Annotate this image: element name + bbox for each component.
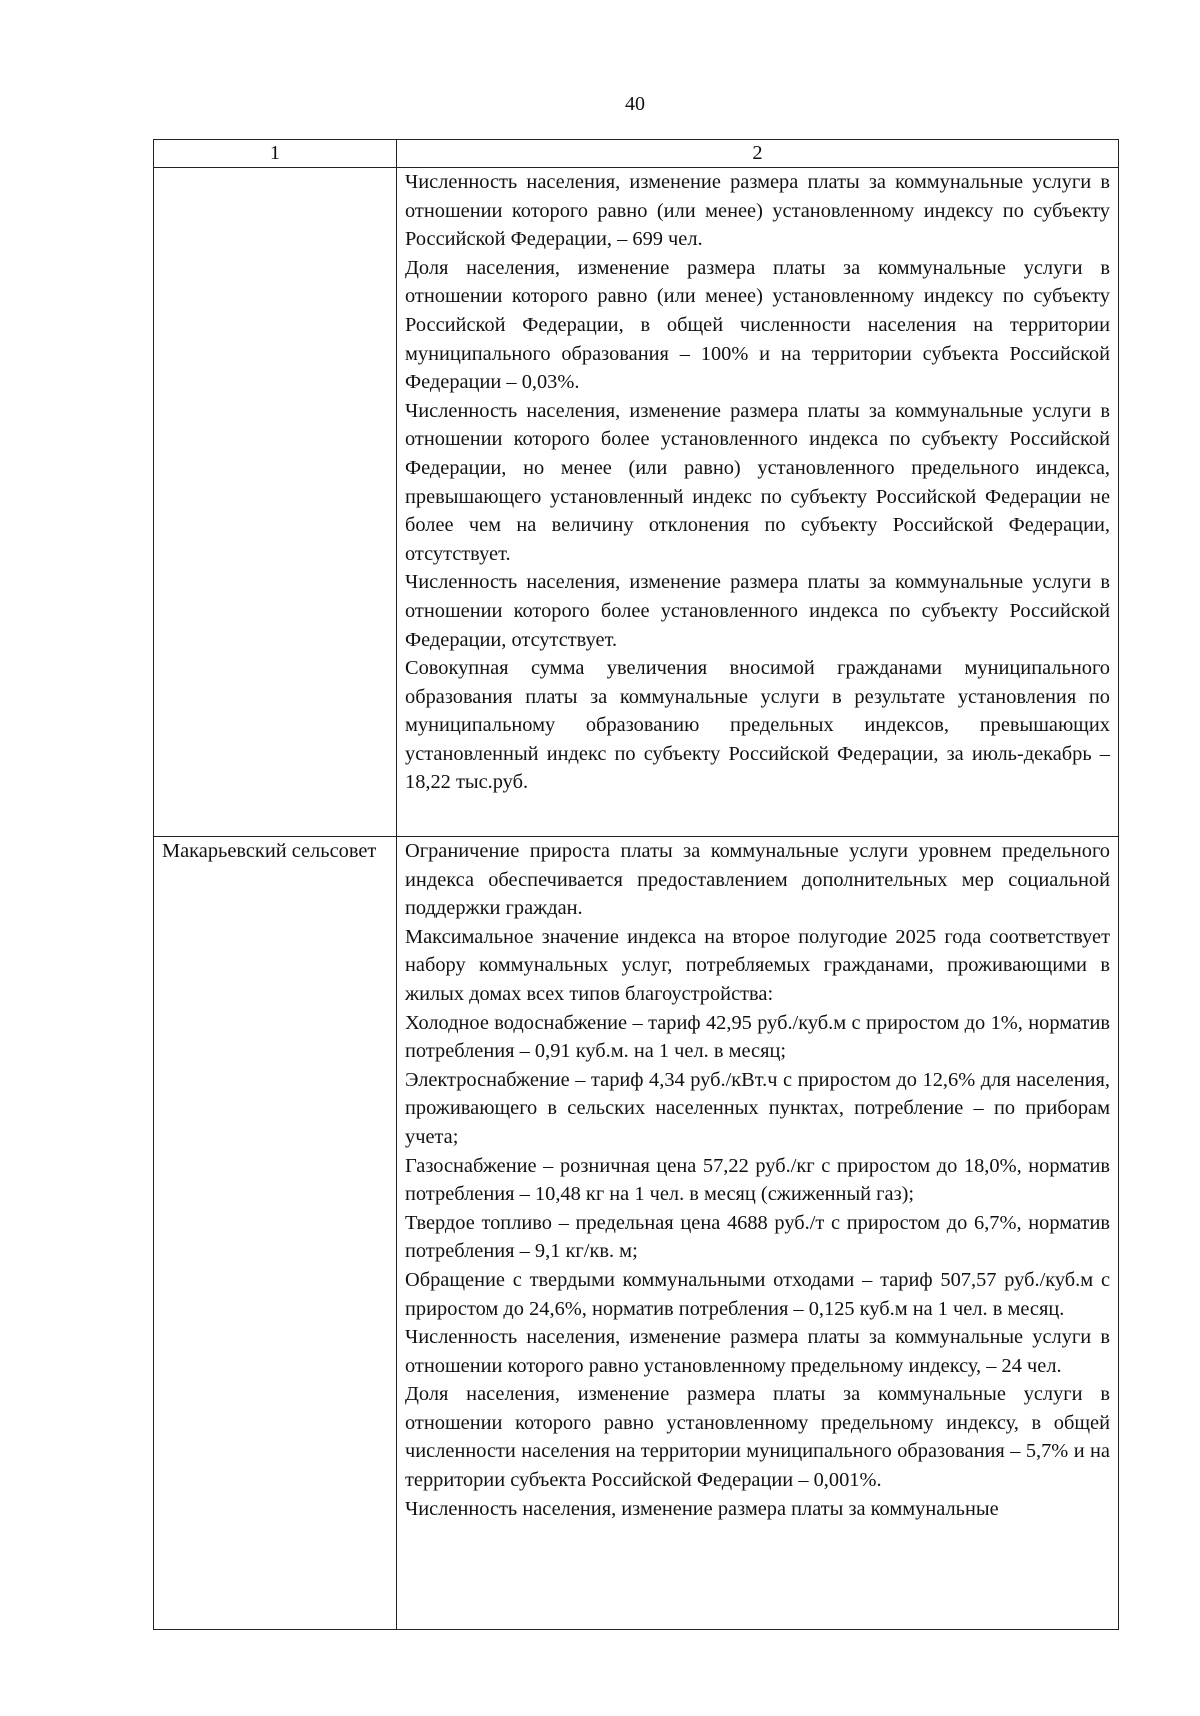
column-header-2: 2: [397, 140, 1119, 168]
description-cell: [397, 837, 1119, 1630]
table-row: [154, 837, 1119, 1630]
paragraph: Ограничение прироста платы за коммунальные услуги уровнем предельного индекса обеспечивается предоставлением дополнительных мер социальной поддержки граждан.: [405, 840, 1110, 920]
paragraph: Электроснабжение – тариф 4,34 руб./кВт.ч с приростом до 12,6% для населения, проживающего в сельских населенных пунктах, потребление – по приборам учета;: [405, 1068, 1110, 1148]
paragraph: Численность населения, изменение размера платы за коммунальные: [405, 1497, 999, 1520]
municipality-cell: Макарьевский сельсовет: [154, 837, 397, 1630]
municipality-cell: [154, 168, 397, 837]
table-row: [154, 168, 1119, 837]
paragraph: Совокупная сумма увеличения вносимой гражданами муниципального образования платы за коммунальные услуги в результате установления по муниципальному образованию предельных индексов, превышающих установленный индекс по субъекту Российской Федерации, за июль-декабрь – 18,22 тыс.руб.: [405, 657, 1110, 794]
paragraph: Доля населения, изменение размера платы за коммунальные услуги в отношении которого равно установленному предельному индексу, в общей численности населения на территории муниципального образования – 5,7% и на территории субъекта Российской Федерации – 0,001%.: [405, 1383, 1110, 1492]
paragraph: Численность населения, изменение размера платы за коммунальные услуги в отношении которого равно (или менее) установленному индексу по субъекту Российской Федерации, – 699 чел.: [405, 171, 1110, 251]
paragraph: Холодное водоснабжение – тариф 42,95 руб./куб.м с приростом до 1%, норматив потребления – 0,91 куб.м. на 1 чел. в месяц;: [405, 1011, 1110, 1063]
description-cell: [397, 168, 1119, 837]
paragraph: Доля населения, изменение размера платы за коммунальные услуги в отношении которого равно (или менее) установленному индексу по субъекту Российской Федерации, в общей численности населения на территории муниципального образования – 100% и на территории субъекта Российской Федерации – 0,03%.: [405, 256, 1110, 394]
page-number: 40: [625, 93, 645, 115]
paragraph: Твердое топливо – предельная цена 4688 руб./т с приростом до 6,7%, норматив потребления – 9,1 кг/кв. м;: [405, 1211, 1110, 1263]
column-header-1: 1: [154, 140, 397, 168]
data-table: [153, 139, 1119, 1630]
paragraph: Газоснабжение – розничная цена 57,22 руб./кг с приростом до 18,0%, норматив потребления – 10,48 кг на 1 чел. в месяц (сжиженный газ);: [405, 1154, 1110, 1206]
paragraph: Обращение с твердыми коммунальными отходами – тариф 507,57 руб./куб.м с приростом до 24,6%, норматив потребления – 0,125 куб.м на 1 чел. в месяц.: [405, 1268, 1110, 1320]
paragraph: Численность населения, изменение размера платы за коммунальные услуги в отношении которого равно установленному предельному индексу, – 24 чел.: [405, 1326, 1110, 1377]
table-header-row: [154, 140, 1119, 168]
paragraph: Численность населения, изменение размера платы за коммунальные услуги в отношении которого более установленного индекса по субъекту Российской Федерации, но менее (или равно) установленного предельного индекса, превышающего установленный индекс по субъекту Российской Федерации не более чем на величину отклонения по субъекту Российской Федерации, отсутствует.: [405, 399, 1110, 565]
paragraph: Численность населения, изменение размера платы за коммунальные услуги в отношении которого более установленного индекса по субъекту Российской Федерации, отсутствует.: [405, 571, 1110, 651]
paragraph: Максимальное значение индекса на второе полугодие 2025 года соответствует набору коммунальных услуг, потребляемых гражданами, проживающими в жилых домах всех типов благоустройства:: [405, 925, 1110, 1005]
